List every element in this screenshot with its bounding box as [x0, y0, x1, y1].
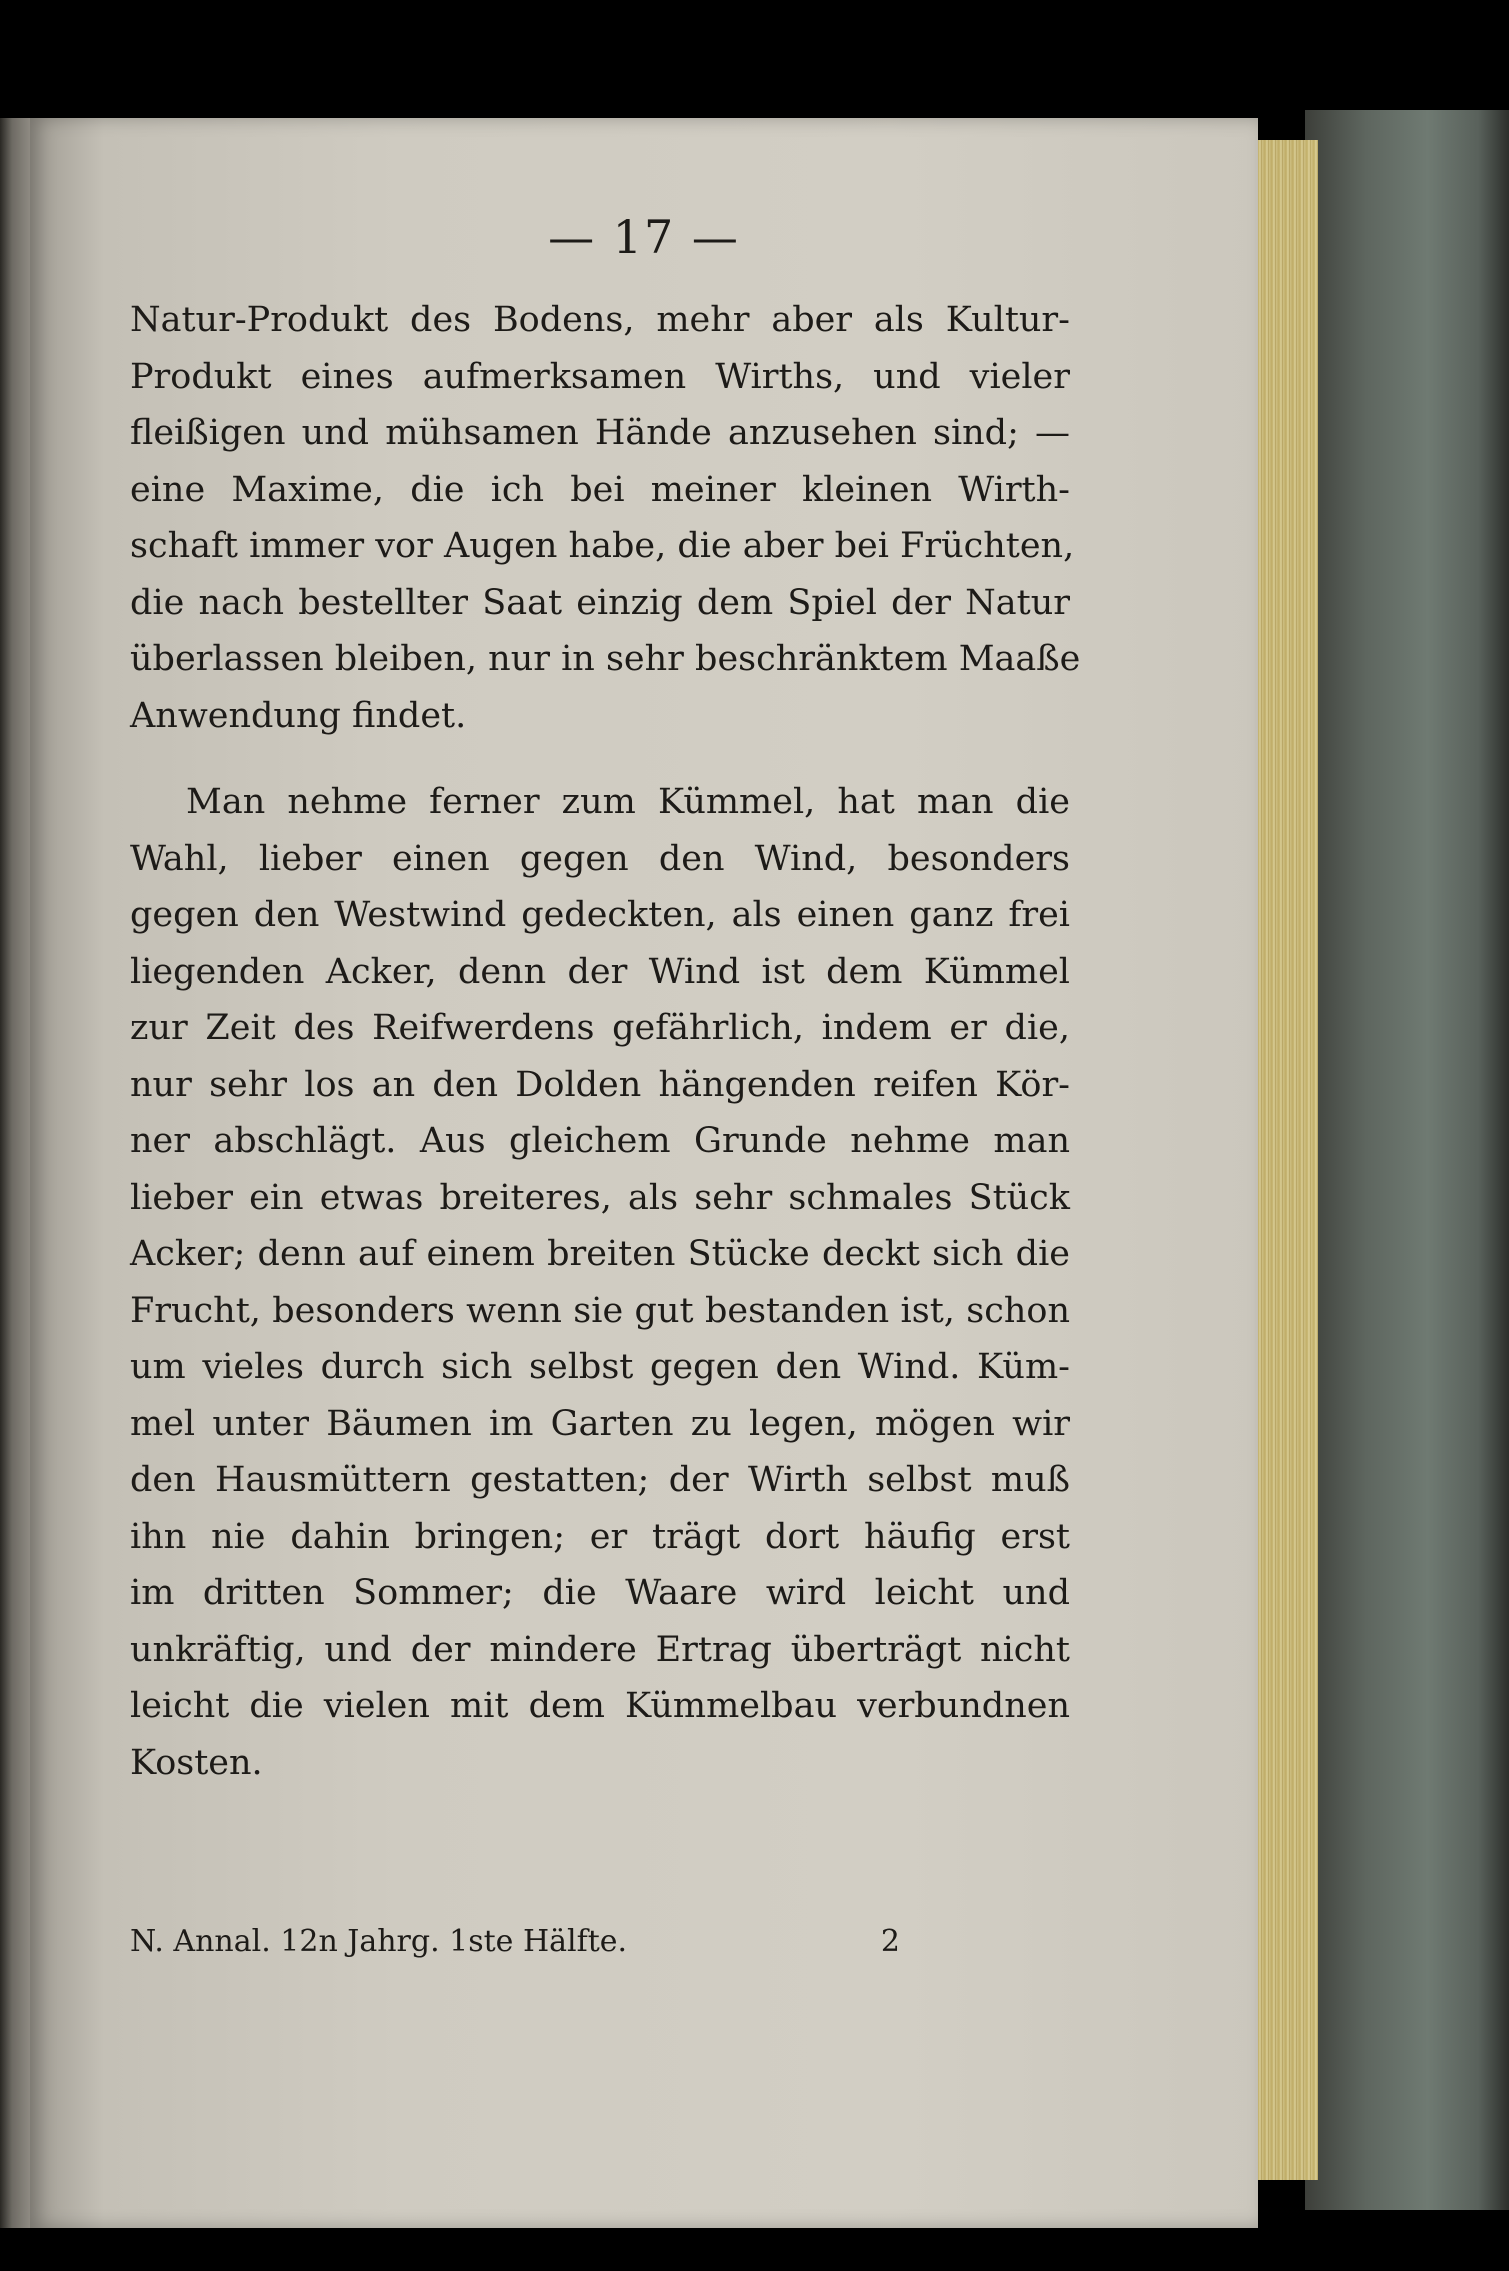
text-line: schaft immer vor Augen habe, die aber bei Früchten, — [130, 526, 1075, 566]
text-line: den Hausmüttern gestatten; der Wirth selbst muß — [130, 1460, 1070, 1500]
text-line: nur sehr los an den Dolden hängenden reifen Kör- — [130, 1064, 1070, 1105]
text-line: die nach bestellter Saat einzig dem Spiel der Natur — [130, 582, 1070, 623]
text-line: um vieles durch sich selbst gegen den Wind. Küm- — [130, 1347, 1070, 1387]
text-line: Wahl, lieber einen gegen den Wind, besonders — [130, 838, 1070, 879]
text-line: Man nehme ferner zum Kümmel, hat man die — [186, 782, 1070, 822]
text-line: lieber ein etwas breiteres, als sehr schmales Stück — [130, 1177, 1070, 1218]
text-line: liegenden Acker, denn der Wind ist dem Kümmel — [130, 951, 1070, 992]
text-line: ner abschlägt. Aus gleichem Grunde nehme man — [130, 1121, 1070, 1161]
page-footer — [130, 1924, 900, 1959]
book-cover-edge — [1305, 110, 1509, 2210]
sheet-mark: 2 — [880, 1924, 900, 1959]
text-line: Acker; denn auf einem breiten Stücke deckt sich die — [130, 1234, 1070, 1274]
paragraph-1 — [130, 292, 1081, 744]
text-line: ihn nie dahin bringen; er trägt dort häufig erst — [130, 1516, 1070, 1557]
text-line: fleißigen und mühsamen Hände anzusehen sind; — — [130, 413, 1070, 453]
paragraph-2 — [130, 774, 1070, 1791]
text-line: im dritten Sommer; die Waare wird leicht und — [130, 1573, 1070, 1613]
text-line: gegen den Westwind gedeckten, als einen ganz frei — [130, 895, 1070, 935]
text-line: zur Zeit des Reifwerdens gefährlich, indem er die, — [130, 1008, 1070, 1048]
text-line: überlassen bleiben, nur in sehr beschränktem Maaße — [130, 639, 1081, 679]
text-line: Anwendung findet. — [130, 695, 467, 736]
text-line: Natur-Produkt des Bodens, mehr aber als Kultur- — [130, 300, 1070, 340]
text-line: leicht die vielen mit dem Kümmelbau verbundnen — [130, 1686, 1070, 1726]
text-line: Produkt eines aufmerksamen Wirths, und vieler — [130, 356, 1070, 397]
gilt-page-edges — [1248, 140, 1318, 2180]
text-line: Frucht, besonders wenn sie gut bestanden ist, schon — [130, 1290, 1070, 1331]
body-text — [130, 292, 1081, 1791]
text-line: eine Maxime, die ich bei meiner kleinen Wirth- — [130, 469, 1070, 510]
text-line: Kosten. — [130, 1742, 263, 1783]
previous-page-edge — [0, 118, 30, 2228]
book-page — [30, 118, 1258, 2228]
text-line: unkräftig, und der mindere Ertrag überträgt nicht — [130, 1629, 1070, 1670]
signature-line: N. Annal. 12n Jahrg. 1ste Hälfte. — [130, 1924, 628, 1959]
page-number: — 17 — — [548, 210, 740, 264]
text-line: mel unter Bäumen im Garten zu legen, mögen wir — [130, 1403, 1070, 1444]
